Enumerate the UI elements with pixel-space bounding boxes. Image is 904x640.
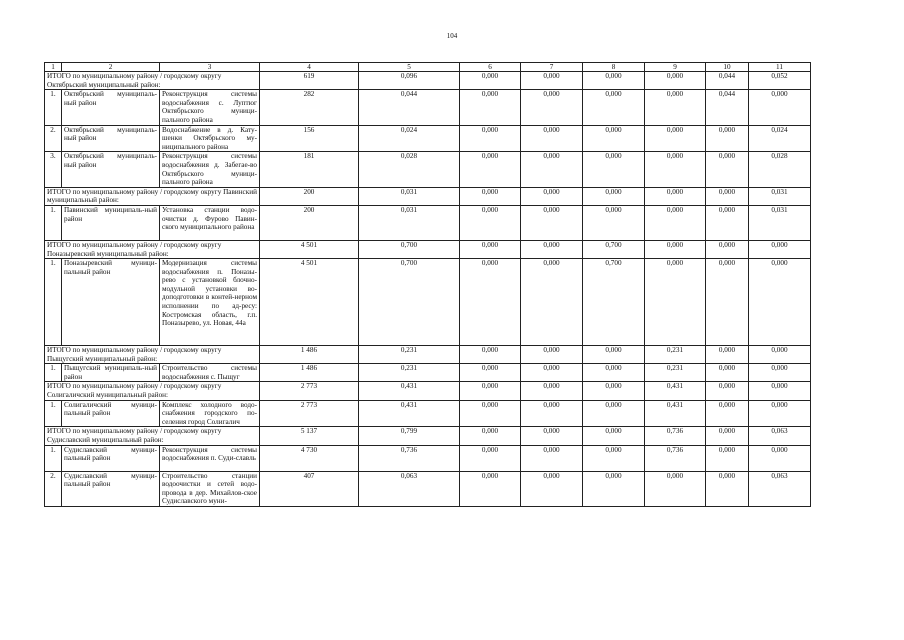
total-label: ИТОГО по муниципальному району / городскому округу Судиславский муниципальный район: (45, 427, 260, 445)
value-cell-11: 0,000 (749, 445, 811, 471)
value-cell-7: 0,000 (521, 471, 583, 506)
value-cell-6: 0,000 (460, 471, 521, 506)
value-cell-7: 0,000 (521, 364, 583, 382)
item-row (45, 90, 811, 125)
value-cell-4: 4 501 (260, 259, 359, 346)
value-cell-10: 0,000 (706, 259, 749, 346)
header-cell: 3 (160, 63, 260, 72)
value-cell-5: 0,431 (359, 400, 460, 427)
value-cell-4: 2 773 (260, 382, 359, 400)
value-cell-10: 0,044 (706, 72, 749, 90)
municipality-cell: Судиславский муници-пальный район (62, 445, 160, 471)
value-cell-9: 0,000 (645, 205, 706, 240)
value-cell-8: 0,000 (583, 187, 645, 205)
value-cell-10: 0,000 (706, 187, 749, 205)
item-row (45, 152, 811, 187)
project-description: Реконструкция системы водоснабжения д. Забегае-во Октябрьского муници-пального района (160, 152, 260, 187)
value-cell-4: 2 773 (260, 400, 359, 427)
value-cell-9: 0,000 (645, 152, 706, 187)
project-description: Реконструкция системы водоснабжения п. Суди-славль (160, 445, 260, 471)
value-cell-4: 1 486 (260, 346, 359, 364)
value-cell-11: 0,000 (749, 259, 811, 346)
value-cell-4: 181 (260, 152, 359, 187)
header-cell: 2 (62, 63, 160, 72)
value-cell-7: 0,000 (521, 240, 583, 258)
value-cell-7: 0,000 (521, 427, 583, 445)
value-cell-10: 0,000 (706, 125, 749, 152)
total-label: ИТОГО по муниципальному району / городскому округу Октябрьский муниципальный район: (45, 72, 260, 90)
value-cell-11: 0,052 (749, 72, 811, 90)
value-cell-10: 0,000 (706, 382, 749, 400)
project-description: Реконструкция системы водоснабжения с. Луптюг Октябрьского муници-пального района (160, 90, 260, 125)
value-cell-8: 0,000 (583, 471, 645, 506)
header-cell: 5 (359, 63, 460, 72)
value-cell-8: 0,000 (583, 125, 645, 152)
total-row (45, 240, 811, 258)
value-cell-4: 4 730 (260, 445, 359, 471)
value-cell-10: 0,000 (706, 240, 749, 258)
value-cell-10: 0,000 (706, 205, 749, 240)
value-cell-9: 0,000 (645, 240, 706, 258)
value-cell-4: 5 137 (260, 427, 359, 445)
value-cell-11: 0,000 (749, 382, 811, 400)
value-cell-9: 0,000 (645, 259, 706, 346)
value-cell-7: 0,000 (521, 382, 583, 400)
value-cell-7: 0,000 (521, 445, 583, 471)
value-cell-6: 0,000 (460, 205, 521, 240)
value-cell-9: 0,000 (645, 187, 706, 205)
municipality-cell: Павинский муниципаль-ный район (62, 205, 160, 240)
value-cell-8: 0,000 (583, 205, 645, 240)
total-row (45, 72, 811, 90)
value-cell-5: 0,031 (359, 205, 460, 240)
total-row (45, 346, 811, 364)
value-cell-6: 0,000 (460, 364, 521, 382)
value-cell-9: 0,231 (645, 346, 706, 364)
total-row (45, 382, 811, 400)
item-row (45, 471, 811, 506)
value-cell-11: 0,063 (749, 427, 811, 445)
value-cell-8: 0,000 (583, 152, 645, 187)
value-cell-6: 0,000 (460, 346, 521, 364)
project-description: Модернизация системы водоснабжения п. Поназы-рево с установкой блочно-модульной установки во-доподготовки в контей-нерном исполнении по ад-ресу: Костромская область, г.п. Поназырево, ул. Новая, 44а (160, 259, 260, 346)
value-cell-7: 0,000 (521, 259, 583, 346)
value-cell-9: 0,736 (645, 445, 706, 471)
value-cell-5: 0,431 (359, 382, 460, 400)
municipality-cell: Октябрьский муниципаль-ный район (62, 90, 160, 125)
value-cell-11: 0,031 (749, 205, 811, 240)
municipality-cell: Октябрьский муниципаль-ный район (62, 152, 160, 187)
page-number: 104 (446, 32, 458, 40)
value-cell-5: 0,799 (359, 427, 460, 445)
value-cell-6: 0,000 (460, 90, 521, 125)
value-cell-11: 0,000 (749, 240, 811, 258)
value-cell-4: 407 (260, 471, 359, 506)
value-cell-11: 0,063 (749, 471, 811, 506)
value-cell-9: 0,231 (645, 364, 706, 382)
row-index: 1. (45, 259, 62, 346)
value-cell-10: 0,000 (706, 445, 749, 471)
municipality-cell: Солигаличский муници-пальный район (62, 400, 160, 427)
municipality-cell: Пыщугский муниципаль-ный район (62, 364, 160, 382)
continuation-row (45, 507, 811, 508)
value-cell-4: 4 501 (260, 240, 359, 258)
value-cell-7: 0,000 (521, 205, 583, 240)
value-cell-5: 0,231 (359, 364, 460, 382)
value-cell-11: 0,024 (749, 125, 811, 152)
value-cell-10: 0,000 (706, 427, 749, 445)
value-cell-6: 0,000 (460, 125, 521, 152)
value-cell-7: 0,000 (521, 346, 583, 364)
municipality-cell: Октябрьский муниципаль-ный район (62, 125, 160, 152)
value-cell-10: 0,000 (706, 364, 749, 382)
value-cell-9: 0,431 (645, 400, 706, 427)
row-index: 1. (45, 90, 62, 125)
value-cell-5: 0,031 (359, 187, 460, 205)
value-cell-5: 0,024 (359, 125, 460, 152)
value-cell-11: 0,000 (749, 364, 811, 382)
row-index: 3. (45, 152, 62, 187)
header-cell: 7 (521, 63, 583, 72)
value-cell-10: 0,000 (706, 152, 749, 187)
project-description: Комплекс холодного водо-снабжения городского по-селения город Солигалич (160, 400, 260, 427)
total-row (45, 187, 811, 205)
value-cell-8: 0,700 (583, 240, 645, 258)
value-cell-4: 1 486 (260, 364, 359, 382)
item-row (45, 125, 811, 152)
value-cell-11: 0,031 (749, 187, 811, 205)
value-cell-6: 0,000 (460, 427, 521, 445)
header-row (45, 63, 811, 72)
value-cell-11: 0,000 (749, 400, 811, 427)
total-row (45, 427, 811, 445)
value-cell-8: 0,000 (583, 90, 645, 125)
value-cell-4: 200 (260, 187, 359, 205)
value-cell-4: 619 (260, 72, 359, 90)
item-row (45, 400, 811, 427)
value-cell-7: 0,000 (521, 187, 583, 205)
value-cell-5: 0,736 (359, 445, 460, 471)
project-description: Установка станции водо-очистки д. Фурово Павин-ского муниципального района (160, 205, 260, 240)
value-cell-9: 0,000 (645, 471, 706, 506)
total-label: ИТОГО по муниципальному району / городскому округу Пыщугский муниципальный район: (45, 346, 260, 364)
item-row (45, 259, 811, 346)
item-row (45, 205, 811, 240)
item-row (45, 445, 811, 471)
row-index: 2. (45, 125, 62, 152)
header-cell: 4 (260, 63, 359, 72)
header-cell: 6 (460, 63, 521, 72)
value-cell-7: 0,000 (521, 90, 583, 125)
value-cell-6: 0,000 (460, 400, 521, 427)
header-cell: 11 (749, 63, 811, 72)
value-cell-10: 0,044 (706, 90, 749, 125)
project-description: Строительство станции водоочистки и сетей водо-провода в дер. Михайлов-ское Судиславского муни- (160, 471, 260, 506)
value-cell-10: 0,000 (706, 346, 749, 364)
value-cell-9: 0,000 (645, 90, 706, 125)
value-cell-6: 0,000 (460, 152, 521, 187)
value-cell-9: 0,000 (645, 125, 706, 152)
value-cell-6: 0,000 (460, 72, 521, 90)
value-cell-7: 0,000 (521, 72, 583, 90)
row-index: 1. (45, 205, 62, 240)
project-description: Строительство системы водоснабжения с. Пыщуг (160, 364, 260, 382)
row-index: 2. (45, 471, 62, 506)
value-cell-5: 0,044 (359, 90, 460, 125)
municipality-cell: Поназыревский муници-пальный район (62, 259, 160, 346)
value-cell-8: 0,000 (583, 346, 645, 364)
total-label: ИТОГО по муниципальному району / городскому округу Поназыревский муниципальный район: (45, 240, 260, 258)
data-table (44, 62, 811, 508)
value-cell-5: 0,096 (359, 72, 460, 90)
row-index: 1. (45, 400, 62, 427)
header-cell: 10 (706, 63, 749, 72)
total-label: ИТОГО по муниципальному району / городскому округу Солигаличский муниципальный район: (45, 382, 260, 400)
value-cell-5: 0,700 (359, 240, 460, 258)
value-cell-6: 0,000 (460, 382, 521, 400)
value-cell-9: 0,000 (645, 72, 706, 90)
value-cell-6: 0,000 (460, 187, 521, 205)
municipality-cell: Судиславский муници-пальный район (62, 471, 160, 506)
value-cell-9: 0,736 (645, 427, 706, 445)
header-cell: 8 (583, 63, 645, 72)
value-cell-8: 0,000 (583, 445, 645, 471)
value-cell-10: 0,000 (706, 471, 749, 506)
total-label: ИТОГО по муниципальному району / городскому округу Павинский муниципальный район: (45, 187, 260, 205)
value-cell-5: 0,028 (359, 152, 460, 187)
row-index: 1. (45, 445, 62, 471)
header-cell: 1 (45, 63, 62, 72)
value-cell-8: 0,000 (583, 364, 645, 382)
value-cell-7: 0,000 (521, 125, 583, 152)
value-cell-6: 0,000 (460, 240, 521, 258)
value-cell-4: 282 (260, 90, 359, 125)
value-cell-5: 0,231 (359, 346, 460, 364)
table-body (45, 63, 811, 508)
value-cell-5: 0,063 (359, 471, 460, 506)
value-cell-11: 0,000 (749, 90, 811, 125)
value-cell-7: 0,000 (521, 400, 583, 427)
value-cell-8: 0,700 (583, 259, 645, 346)
value-cell-7: 0,000 (521, 152, 583, 187)
value-cell-8: 0,000 (583, 72, 645, 90)
value-cell-8: 0,000 (583, 400, 645, 427)
value-cell-9: 0,431 (645, 382, 706, 400)
value-cell-11: 0,000 (749, 346, 811, 364)
value-cell-4: 156 (260, 125, 359, 152)
value-cell-4: 200 (260, 205, 359, 240)
value-cell-6: 0,000 (460, 445, 521, 471)
value-cell-8: 0,000 (583, 382, 645, 400)
value-cell-8: 0,000 (583, 427, 645, 445)
value-cell-5: 0,700 (359, 259, 460, 346)
project-description: Водоснабжение в д. Кату-шенки Октябрьского му-ниципального района (160, 125, 260, 152)
value-cell-6: 0,000 (460, 259, 521, 346)
item-row (45, 364, 811, 382)
value-cell-11: 0,028 (749, 152, 811, 187)
header-cell: 9 (645, 63, 706, 72)
value-cell-10: 0,000 (706, 400, 749, 427)
row-index: 1. (45, 364, 62, 382)
